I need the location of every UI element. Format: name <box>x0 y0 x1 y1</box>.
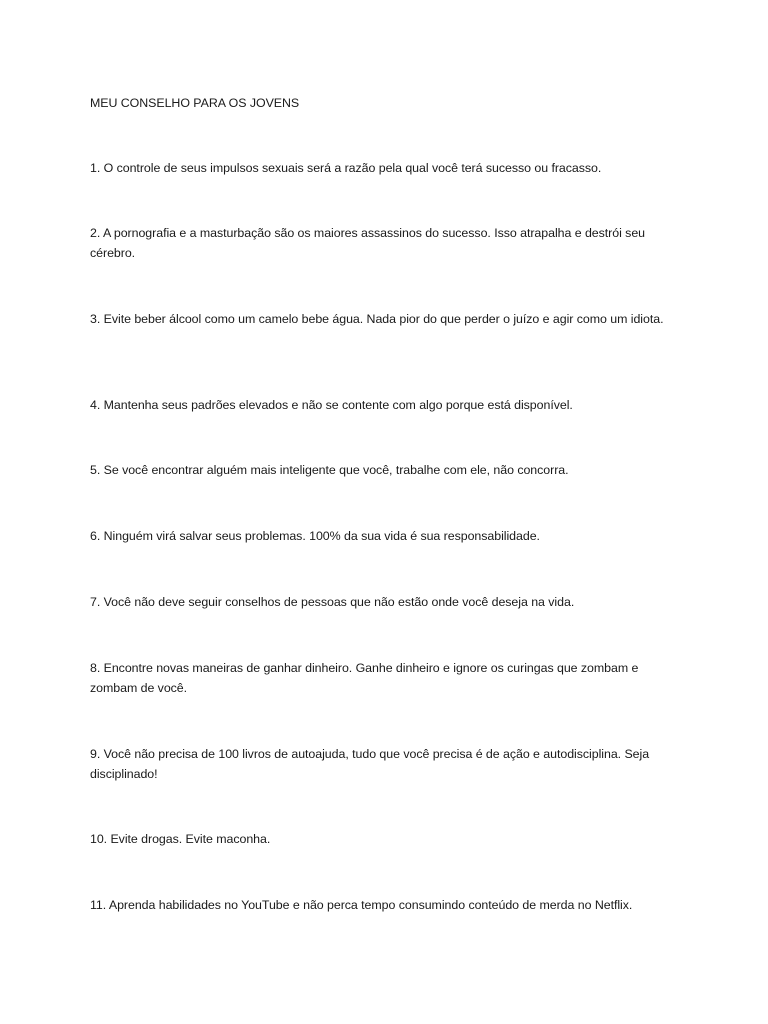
advice-item-8: 8. Encontre novas maneiras de ganhar dinheiro. Ganhe dinheiro e ignore os curingas que zombam e zombam de você. <box>90 661 639 695</box>
advice-item-4: 4. Mantenha seus padrões elevados e não se contente com algo porque está disponível. <box>90 398 573 412</box>
advice-item-7: 7. Você não deve seguir conselhos de pessoas que não estão onde você deseja na vida. <box>90 595 575 609</box>
advice-item-1: 1. O controle de seus impulsos sexuais será a razão pela qual você terá sucesso ou fracasso. <box>90 161 602 175</box>
advice-item-6: 6. Ninguém virá salvar seus problemas. 100% da sua vida é sua responsabilidade. <box>90 529 540 543</box>
advice-item-11: 11. Aprenda habilidades no YouTube e não perca tempo consumindo conteúdo de merda no Netflix. <box>90 898 633 912</box>
advice-item-10: 10. Evite drogas. Evite maconha. <box>90 832 271 846</box>
advice-item-2: 2. A pornografia e a masturbação são os maiores assassinos do sucesso. Isso atrapalha e destrói seu cérebro. <box>90 226 646 260</box>
advice-item-3: 3. Evite beber álcool como um camelo bebe água. Nada pior do que perder o juízo e agir como um idiota. <box>90 312 664 326</box>
advice-item-5: 5. Se você encontrar alguém mais inteligente que você, trabalhe com ele, não concorra. <box>90 463 569 477</box>
advice-item-9: 9. Você não precisa de 100 livros de autoajuda, tudo que você precisa é de ação e autodisciplina. Seja disciplinado! <box>90 747 650 781</box>
document-title: MEU CONSELHO PARA OS JOVENS <box>90 96 300 110</box>
